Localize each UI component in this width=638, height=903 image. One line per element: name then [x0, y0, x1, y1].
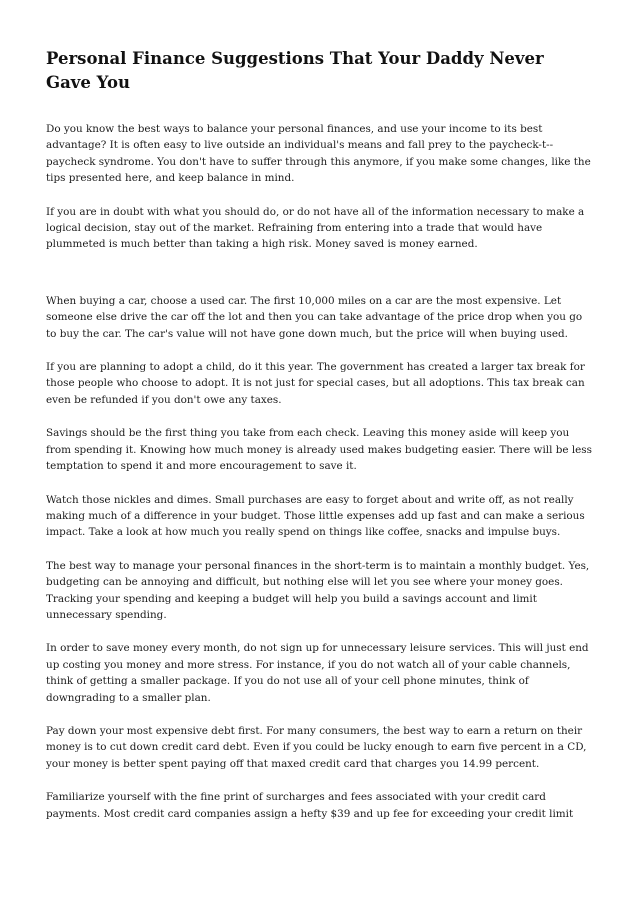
paragraph: Watch those nickles and dimes. Small purchases are easy to forget about and write off, as not really making much of a difference in your budget. Those little expenses add up fast and can make a serious impact. Take a look at how much you really spend on things like coffee, snacks and impulse buys. — [46, 493, 585, 539]
paragraph: In order to save money every month, do not sign up for unnecessary leisure services. This will just end up costing you money and more stress. For instance, if you do not watch all of your cable channels, think of getting a smaller package. If you do not use all of your cell phone minutes, think of downgrading to a smaller plan. — [46, 642, 589, 704]
paragraph: Familiarize yourself with the fine print of surcharges and fees associated with your credit card payments. Most credit card companies assign a hefty $39 and up fee for exceeding your credit limit — [46, 791, 574, 820]
paragraph: If you are in doubt with what you should do, or do not have all of the information necessary to make a logical decision, stay out of the market. Refraining from entering into a trade that would have plummeted is much better than taking a high risk. Money saved is money earned. — [46, 205, 585, 251]
paragraph: The best way to manage your personal finances in the short-term is to maintain a monthly budget. Yes, budgeting can be annoying and difficult, but nothing else will let you see where your money goes. Tracking your spending and keeping a budget will help you build a savings account and limit unnecessary spending. — [46, 559, 590, 621]
paragraph: If you are planning to adopt a child, do it this year. The government has created a larger tax break for those people who choose to adopt. It is not just for special cases, but all adoptions. This tax break can even be refunded if you don't owe any taxes. — [46, 361, 585, 406]
paragraph: Savings should be the first thing you take from each check. Leaving this money aside will keep you from spending it. Knowing how much money is already used makes budgeting easier. There will be less temptation to spend it and more encouragement to save it. — [46, 427, 592, 473]
document-page — [46, 47, 594, 839]
spacer — [46, 270, 594, 293]
page-title: Personal Finance Suggestions That Your Daddy Never Gave You — [46, 49, 544, 92]
paragraph: Do you know the best ways to balance your personal finances, and use your income to its best advantage? It is often easy to live outside an individual's means and fall prey to the paycheck-t--paycheck syndrome. You don't have to suffer through this anymore, if you make some changes, like the tips presented here, and keep balance in mind. — [46, 123, 591, 185]
paragraph: Pay down your most expensive debt first. For many consumers, the best way to earn a return on their money is to cut down credit card debt. Even if you could be lucky enough to earn five percent in a CD, your money is better spent paying off that maxed credit card that charges you 14.99 percent. — [46, 724, 587, 770]
paragraph: When buying a car, choose a used car. The first 10,000 miles on a car are the most expensive. Let someone else drive the car off the lot and then you can take advantage of the price drop when you go to buy the car. The car's value will not have gone down much, but the price will when buying used. — [46, 294, 583, 340]
